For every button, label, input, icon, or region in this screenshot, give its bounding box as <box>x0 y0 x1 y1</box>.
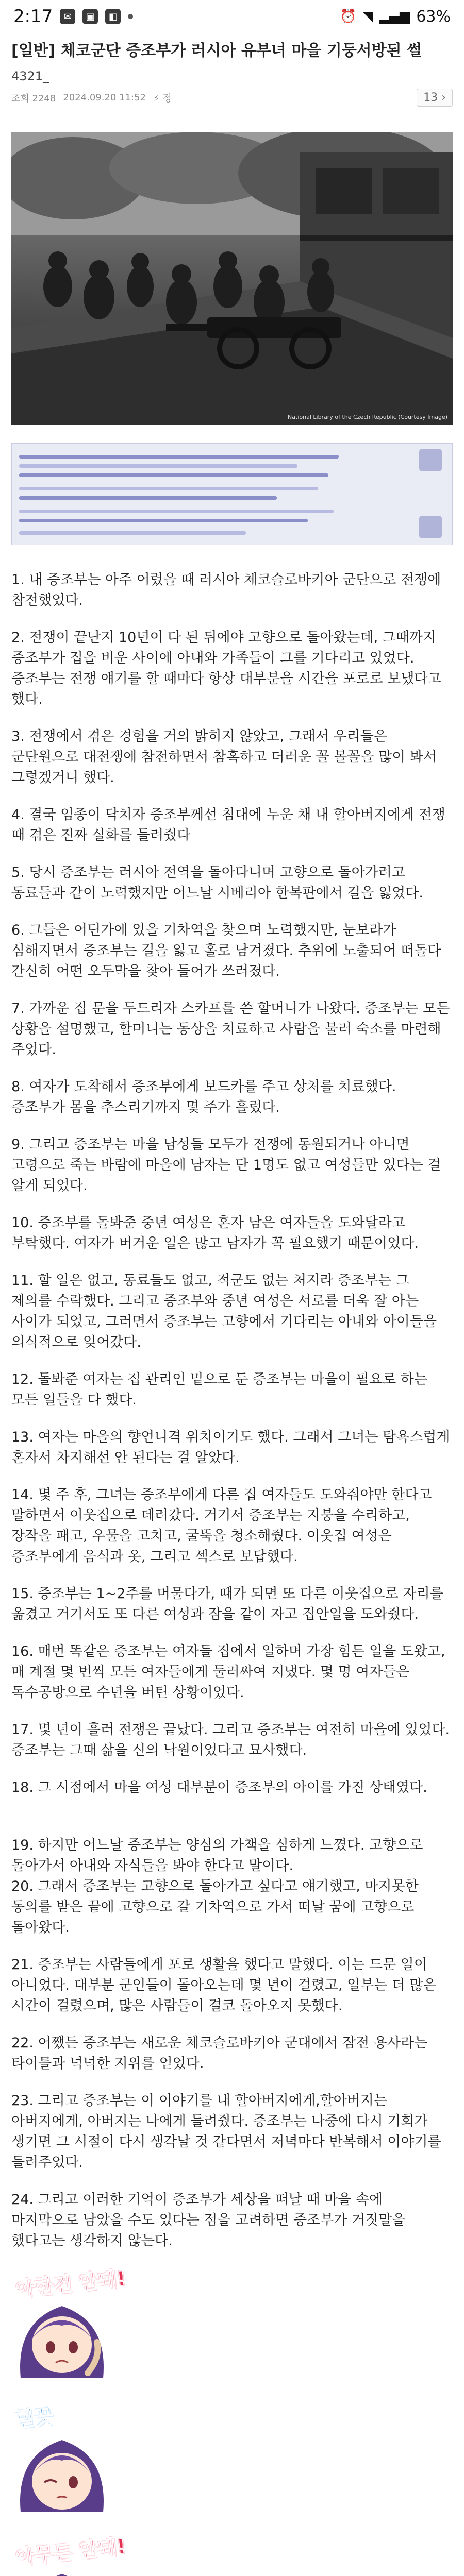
battery-level: 63% <box>416 7 451 26</box>
comment-count-button[interactable] <box>417 89 453 107</box>
paragraph: 13. 여자는 마을의 향언니격 위치이기도 했다. 그래서 그녀는 탐욕스럽게 혼자서 차지해선 안 된다는 걸 알았다. <box>11 1429 450 1466</box>
paragraph: 23. 그리고 증조부는 이 이야기를 내 할아버지에게,할아버지는 아버지에게, 아버지는 나에게 들려줬다. 증조부는 나중에 다시 기회가 생기면 그 시절이 다시 생각날 것 같다면서 저녁마다 반복해서 이야기를 들려주었다. <box>11 2093 441 2171</box>
paragraph: 10. 증조부를 돌봐준 중년 여성은 혼자 남은 여자들을 도와달라고 부탁했다. 여자가 버거운 일은 많고 남자가 꼭 필요했기 때문이었다. <box>11 1215 419 1251</box>
blurred-text-line <box>19 519 308 522</box>
embedded-screenshot[interactable] <box>11 443 453 545</box>
paragraph: 21. 증조부는 사람들에게 포로 생활을 했다고 말했다. 이는 드문 일이 아니었다. 대부분 군인들이 돌아오는데 몇 년이 걸렸고, 일부는 더 많은 시간이 걸렸으며, 많은 사람들이 결코 돌아오지 못했다. <box>11 1957 437 2014</box>
blurred-text-line <box>19 496 277 500</box>
wifi-icon: ◥ <box>362 9 373 24</box>
paragraph: 2. 전쟁이 끝난지 10년이 다 된 뒤에야 고향으로 돌아왔는데, 그때까지 증조부가 집을 비운 사이에 아내와 가족들이 그를 기다리고 있었다. 증조부는 전쟁 얘기를 할 때마다 항상 대부분을 시간을 포로로 보냈다고 했다. <box>11 630 441 707</box>
paragraph: 14. 몇 주 후, 그녀는 증조부에게 다른 집 여자들도 도와줘야만 한다고 말하면서 이웃집으로 데려갔다. 거기서 증조부는 지붕을 수리하고, 장작을 패고, 우물을 고치고, 굴뚝을 청소해줬다. 이웃집 여성은 증조부에게 음식과 옷, 그리고 섹스로 보답했다. <box>11 1487 432 1565</box>
thumbnail-icon <box>419 449 442 471</box>
anime-girl-sticker-icon <box>10 2291 113 2383</box>
blurred-text-line <box>19 531 246 535</box>
view-count: 조회 2248 <box>11 93 56 104</box>
alarm-icon: ⏰ <box>339 9 357 24</box>
paragraph: 19. 하지만 어느날 증조부는 양심의 가책을 심하게 느꼈다. 고향으로 돌아가서 아내와 자식들을 봐야 한다고 말이다. <box>11 1837 423 1874</box>
paragraph: 9. 그리고 증조부는 마을 남성들 모두가 전쟁에 동원되거나 아니면 고령으로 죽는 바람에 마을에 남자는 단 1명도 없고 여성들만 있다는 걸 알게 되었다. <box>11 1137 441 1194</box>
comment-count: 13 <box>423 91 438 104</box>
status-left <box>13 6 133 27</box>
article-body <box>0 570 464 2251</box>
paragraph: 22. 어쨌든 증조부는 새로운 체코슬로바키아 군대에서 잠전 용사라는 타이틀과 넉넉한 지위를 얻었다. <box>11 2035 428 2072</box>
paragraph: 4. 결국 임종이 닥치자 증조부께선 침대에 누운 채 내 할아버지에게 전쟁 때 겪은 진짜 실화를 들려줬다 <box>11 807 445 843</box>
paragraph: 12. 돌봐준 여자는 집 관리인 밑으로 둔 증조부는 마을이 필요로 하는 모든 일들을 다 했다. <box>11 1371 427 1408</box>
paragraph: 7. 가까운 집 문을 두드리자 스카프를 쓴 할머니가 나왔다. 증조부는 모든 상황을 설명했고, 할머니는 동상을 치료하고 사람을 불러 숙소를 마련해 주었다. <box>11 1001 450 1058</box>
status-right <box>340 8 451 26</box>
paragraph: 15. 증조부는 1~2주를 머물다가, 때가 되면 또 다른 이웃집으로 자리를 옮겼고 거기서도 또 다른 여성과 잠을 같이 자고 집안일을 도와줬다. <box>11 1586 443 1622</box>
paragraph: 11. 할 일은 없고, 동료들도 없고, 적군도 없는 처지라 증조부는 그 제의를 수락했다. 그리고 증조부와 중년 여성은 서로를 더욱 잘 아는 사이가 되었고, 그러면서 증조부는 고향에서 기다리는 아내와 아이들을 의식적으로 잊어갔다. <box>11 1273 437 1350</box>
sticker-caption: 아무튼 안돼! <box>14 2534 127 2569</box>
sticker[interactable] <box>10 2534 127 2576</box>
sticker[interactable] <box>10 2266 127 2386</box>
anon-badge: ⚡ 정 <box>153 93 172 104</box>
photo-scene-icon <box>11 132 453 425</box>
blurred-text-line <box>19 455 339 459</box>
photo-caption: National Library of the Czech Republic (Courtesy Image) <box>288 414 448 420</box>
chevron-right-icon: › <box>441 91 446 104</box>
sticker-caption: 힐끗 <box>14 2404 55 2431</box>
paragraph: 5. 당시 증조부는 러시아 전역을 돌아다니며 고향으로 돌아가려고 동료들과 같이 노력했지만 어느날 시베리아 한복판에서 길을 잃었다. <box>11 865 423 901</box>
paragraph: 3. 전쟁에서 겪은 경험을 거의 밝히지 않았고, 그래서 우리들은 군단원으로 대전쟁에 참전하면서 참혹하고 더러운 꼴 볼꼴을 많이 봐서 그렇겠거니 했다. <box>11 728 437 786</box>
anime-girl-peek-sticker-icon <box>10 2425 113 2517</box>
paragraph: 8. 여자가 도착해서 증조부에게 보드카를 주고 상처를 치료했다. 증조부가 몸을 추스리기까지 몇 주가 흘렀다. <box>11 1079 396 1115</box>
post-title: [일반] 체코군단 증조부가 러시아 유부녀 마을 기둥서방된 썰 <box>11 42 422 60</box>
paragraph: 17. 몇 년이 흘러 전쟁은 끝났다. 그리고 증조부는 여전히 마을에 있었다. 증조부는 그때 삶을 신의 낙원이었다고 묘사했다. <box>11 1722 450 1758</box>
paragraph: 18. 그 시점에서 마을 여성 대부분이 증조부의 아이를 가진 상태였다. <box>11 1780 427 1795</box>
blurred-text-line <box>19 510 334 513</box>
blurred-text-line <box>19 464 297 468</box>
post-meta <box>11 89 453 113</box>
paragraph: 16. 매번 똑같은 증조부는 여자들 집에서 일하며 가장 힘든 일을 도왔고, 매 계절 몇 번씩 모든 여자들에게 둘러싸여 지냈다. 몇 명 여자들은 독수공방으로 수년을 버틴 상황이었다. <box>11 1643 445 1701</box>
notification-icon: ✉ <box>60 9 75 24</box>
post-meta-left <box>11 91 172 105</box>
app-icon: ▣ <box>82 9 98 24</box>
blurred-text-line <box>19 487 318 490</box>
paragraph: 6. 그들은 어딘가에 있을 기차역을 찾으며 노력했지만, 눈보라가 심해지면서 증조부는 길을 잃고 홀로 남겨졌다. 추위에 노출되어 떠돌다 간신히 어떤 오두막을 찾아 들어가 쓰러졌다. <box>11 922 441 979</box>
post-header <box>0 33 464 117</box>
more-notifications-icon <box>128 14 133 19</box>
sticker-caption: 아한건 안돼! <box>14 2266 127 2301</box>
paragraph: 24. 그리고 이러한 기억이 증조부가 세상을 떠날 때 마을 속에 마지막으로 남았을 수도 있다는 점을 고려하면 증조부가 거짓말을 했다고는 생각하지 않는다. <box>11 2192 406 2249</box>
status-bar <box>0 0 464 33</box>
gallery-icon: ◧ <box>105 9 121 24</box>
post-date: 2024.09.20 11:52 <box>63 92 146 103</box>
paragraph: 20. 그래서 증조부는 고향으로 돌아가고 싶다고 얘기했고, 마지못한 동의를 받은 끝에 고향으로 갈 기차역으로 가서 떠날 꿈에 고향으로 돌아왔다. <box>11 1878 419 1936</box>
sticker[interactable] <box>10 2402 119 2520</box>
status-time: 2:17 <box>13 6 53 27</box>
paragraph: 1. 내 증조부는 아주 어렸을 때 러시아 체코슬로바키아 군단으로 전쟁에 참전했었다. <box>11 572 441 608</box>
post-author[interactable]: 4321_ <box>11 69 49 83</box>
thumbnail-icon <box>419 516 442 538</box>
historical-photo[interactable] <box>11 132 453 425</box>
signal-icon: ▂▄▆ <box>379 9 410 24</box>
blurred-text-line <box>19 473 328 477</box>
